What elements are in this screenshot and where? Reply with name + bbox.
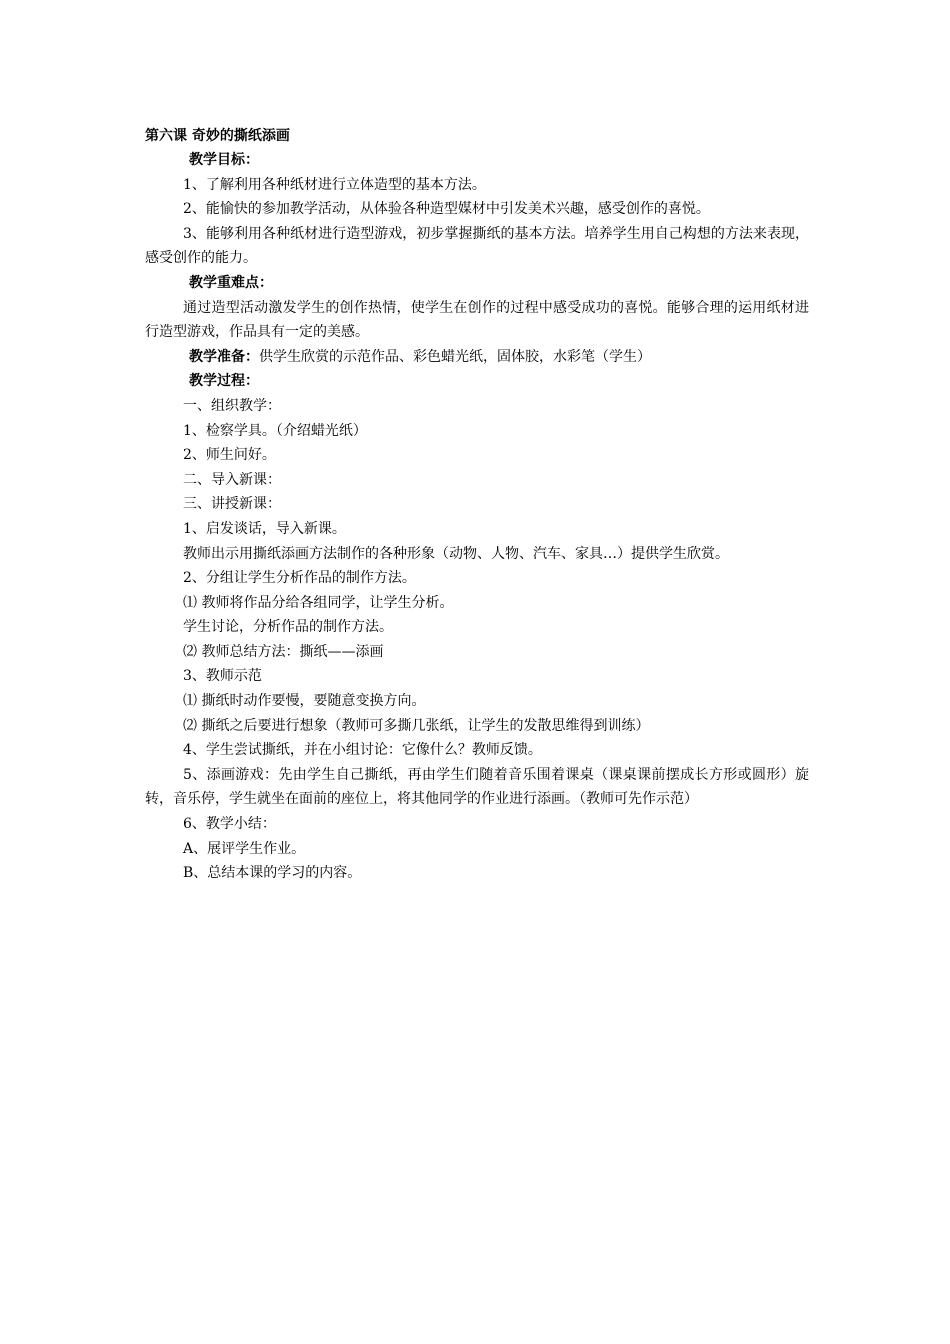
objectives-heading: 教学目标： — [189, 152, 259, 168]
process-step: 4、学生尝试撕纸，并在小组讨论：它像什么？教师反馈。 — [183, 742, 542, 759]
key-points-heading: 教学重难点： — [189, 274, 273, 291]
process-step: ⑴ 撕纸时动作要慢，要随意变换方向。 — [183, 693, 426, 710]
key-points-text: 通过造型活动激发学生的创作热情，使学生在创作的过程中感受成功的喜悦。能够合理的运用纸材进行造型游戏，作品具有一定的美感。 — [145, 299, 809, 341]
game-paragraph: 5、添画游戏：先由学生自己撕纸，再由学生们随着音乐围着课桌（课桌课前摆成长方形或圆形）旋转，音乐停，学生就坐在面前的座位上，将其他同学的作业进行添画。（教师可先作示范） — [145, 766, 809, 808]
objective-1: 1、了解利用各种纸材进行立体造型的基本方法。 — [183, 176, 486, 193]
process-step: 学生讨论，分析作品的制作方法。 — [183, 619, 393, 636]
process-step: 教师出示用撕纸添画方法制作的各种形象（动物、人物、汽车、家具…）提供学生欣赏。 — [183, 545, 729, 562]
summary-heading: 6、教学小结： — [183, 816, 276, 833]
objective-2: 2、能愉快的参加教学活动，从体验各种造型媒材中引发美术兴趣，感受创作的喜悦。 — [183, 201, 710, 218]
preparation-text: 供学生欣赏的示范作品、彩色蜡光纸，固体胶，水彩笔（学生） — [259, 348, 651, 365]
summary-item: B、总结本课的学习的内容。 — [183, 865, 362, 882]
process-step: 3、教师示范 — [183, 668, 262, 685]
process-step: 一、组织教学： — [183, 397, 281, 414]
process-step: 1、检察学具。（介绍蜡光纸） — [183, 422, 367, 439]
preparation-heading: 教学准备： — [189, 348, 259, 365]
process-step: ⑵ 撕纸之后要进行想象（教师可多撕几张纸，让学生的发散思维得到训练） — [183, 717, 650, 734]
document-page — [145, 124, 809, 886]
process-step: 2、分组让学生分析作品的制作方法。 — [183, 570, 416, 587]
process-step: ⑴ 教师将作品分给各组同学，让学生分析。 — [183, 594, 454, 611]
lesson-title: 第六课 奇妙的撕纸添画 — [145, 128, 290, 144]
process-step: 1、启发谈话，导入新课。 — [183, 520, 346, 537]
preparation-line — [145, 345, 809, 370]
objective-3: 3、能够利用各种纸材进行造型游戏，初步掌握撕纸的基本方法。培养学生用自己构想的方法来表现，感受创作的能力。 — [145, 225, 809, 267]
process-heading: 教学过程： — [189, 373, 259, 390]
process-step: 三、讲授新课： — [183, 496, 281, 513]
summary-item: A、展评学生作业。 — [183, 840, 306, 857]
process-step: ⑵ 教师总结方法：撕纸——添画 — [183, 643, 384, 660]
process-step: 二、导入新课： — [183, 471, 281, 488]
process-step: 2、师生问好。 — [183, 447, 276, 464]
